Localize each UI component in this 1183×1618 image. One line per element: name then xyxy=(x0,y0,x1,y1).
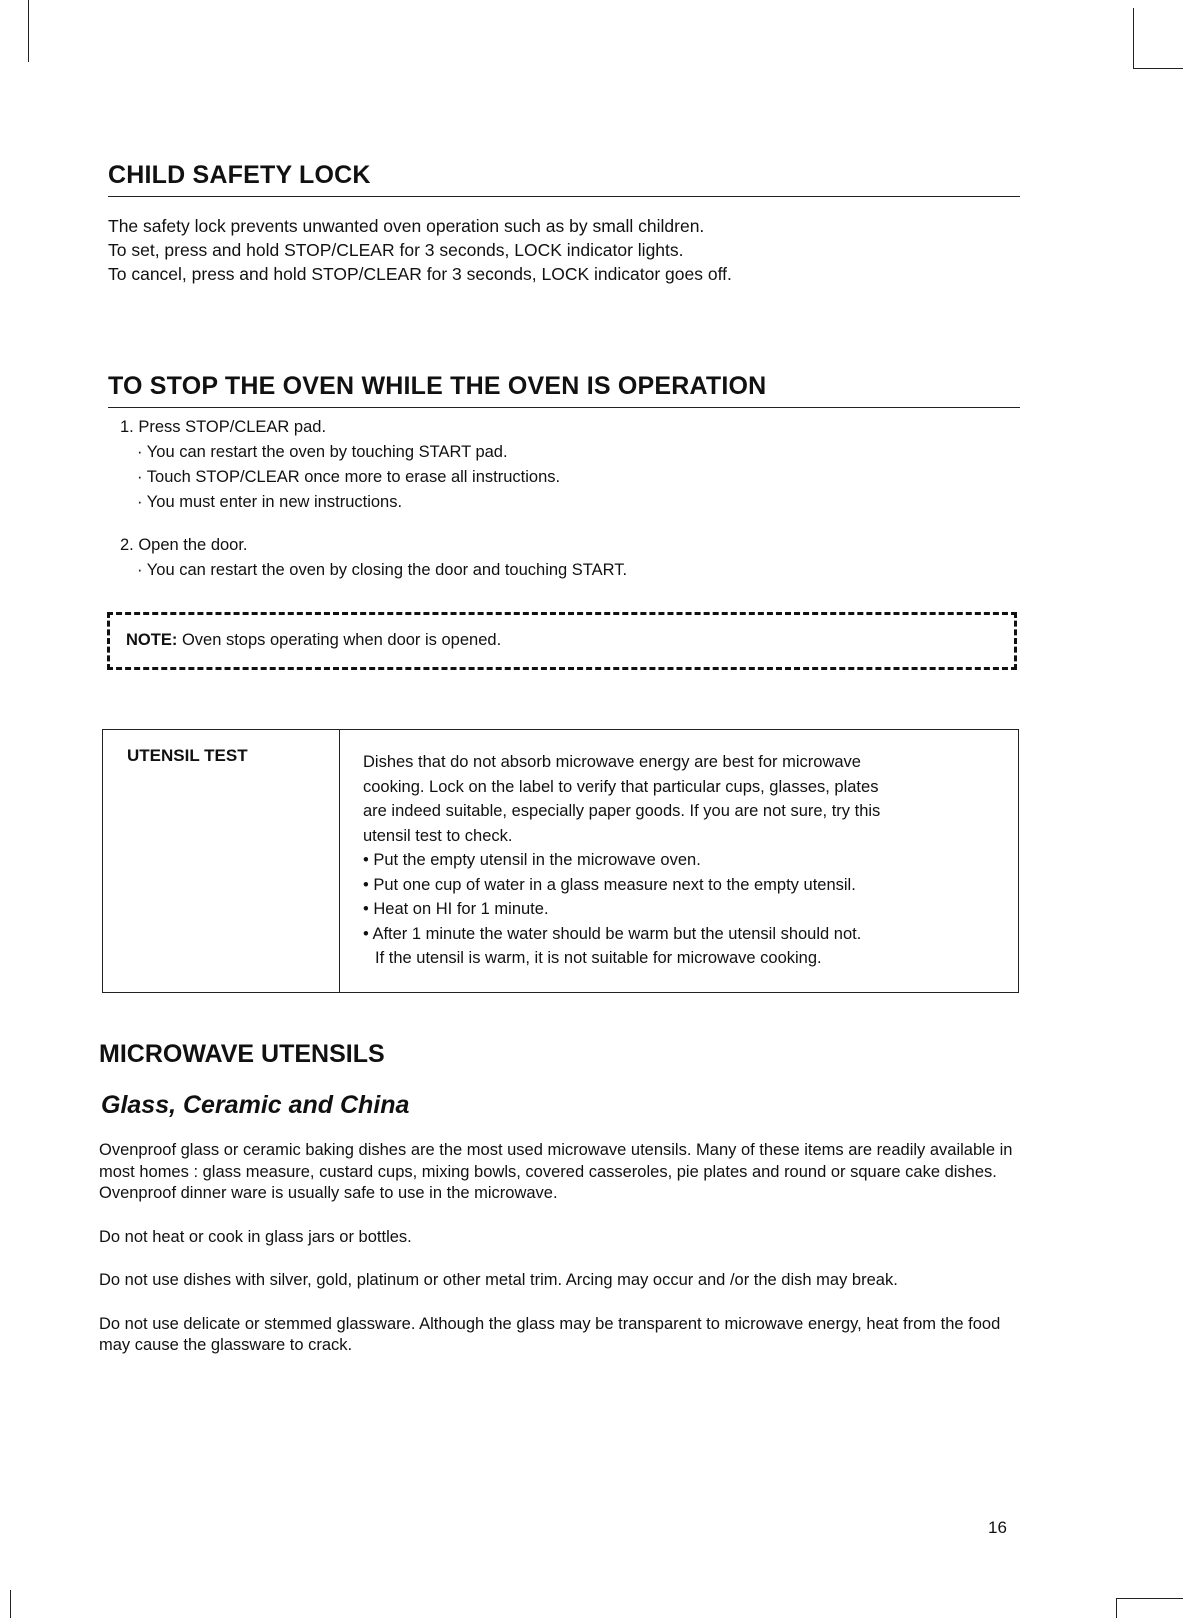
utensil-test-description xyxy=(363,750,1003,971)
microwave-utensils-body xyxy=(99,1140,1029,1379)
utensil-test-label: UTENSIL TEST xyxy=(127,746,248,765)
step-1-detail: · You must enter in new instructions. xyxy=(137,493,403,511)
utensil-closing: If the utensil is warm, it is not suitable for microwave cooking. xyxy=(375,949,822,967)
note-box xyxy=(107,612,1017,670)
glass-ceramic-china-subtitle: Glass, Ceramic and China xyxy=(101,1091,410,1119)
scan-mark-top-left xyxy=(28,0,29,62)
paragraph: Ovenproof glass or ceramic baking dishes are the most used microwave utensils. Many of these items are readily available in most homes : glass measure, custard cups, mixing bowls, covered casseroles, pie plates and round or square cake dishes. Ovenproof dinner ware is usually safe to use in the microwave. xyxy=(99,1141,1013,1202)
note-text: Oven stops operating when door is opened. xyxy=(181,631,502,649)
utensil-intro-line: Dishes that do not absorb microwave energy are best for microwave xyxy=(363,753,861,771)
step-2-detail: · You can restart the oven by closing the door and touching START. xyxy=(137,561,628,579)
safety-lock-line: To cancel, press and hold STOP/CLEAR for 3 seconds, LOCK indicator goes off. xyxy=(108,264,732,284)
table-divider xyxy=(339,730,340,992)
scan-mark-top-right xyxy=(1133,8,1134,68)
note-label: NOTE: xyxy=(126,631,178,649)
utensil-bullet: • Put the empty utensil in the microwave oven. xyxy=(363,851,701,869)
child-safety-lock-body xyxy=(108,214,732,286)
utensil-test-table xyxy=(102,729,1019,993)
utensil-bullet: • Put one cup of water in a glass measure next to the empty utensil. xyxy=(363,875,856,894)
child-safety-lock-title: CHILD SAFETY LOCK xyxy=(108,161,1020,197)
microwave-utensils-title: MICROWAVE UTENSILS xyxy=(99,1040,385,1068)
stop-oven-steps xyxy=(120,415,627,583)
step-1: 1. Press STOP/CLEAR pad. xyxy=(120,418,327,436)
step-2: 2. Open the door. xyxy=(120,536,248,554)
paragraph: Do not heat or cook in glass jars or bottles. xyxy=(99,1227,412,1246)
stop-oven-title: TO STOP THE OVEN WHILE THE OVEN IS OPERATION xyxy=(108,372,1020,408)
paragraph: Do not use dishes with silver, gold, platinum or other metal trim. Arcing may occur and /or the dish may break. xyxy=(99,1271,898,1289)
note-line xyxy=(126,631,501,650)
utensil-intro-line: are indeed suitable, especially paper goods. If you are not sure, try this xyxy=(363,802,881,820)
utensil-intro-line: utensil test to check. xyxy=(363,826,513,845)
utensil-bullet: • After 1 minute the water should be warm but the utensil should not. xyxy=(363,924,862,943)
page-number: 16 xyxy=(988,1518,1007,1537)
step-1-detail: · Touch STOP/CLEAR once more to erase all instructions. xyxy=(137,468,561,486)
step-1-detail: · You can restart the oven by touching START pad. xyxy=(137,443,508,461)
scan-mark-bottom-left xyxy=(10,1590,11,1618)
safety-lock-line: The safety lock prevents unwanted oven operation such as by small children. xyxy=(108,216,705,236)
scan-mark-bottom-right-tick xyxy=(1116,1598,1117,1618)
utensil-intro-line: cooking. Lock on the label to verify that particular cups, glasses, plates xyxy=(363,777,879,796)
utensil-bullet: • Heat on HI for 1 minute. xyxy=(363,900,549,918)
safety-lock-line: To set, press and hold STOP/CLEAR for 3 seconds, LOCK indicator lights. xyxy=(108,240,684,260)
paragraph: Do not use delicate or stemmed glassware. Although the glass may be transparent to microwave energy, heat from the food may cause the glassware to crack. xyxy=(99,1314,1001,1354)
scan-mark-bottom-right xyxy=(1116,1598,1183,1599)
scan-mark-top-right-tick xyxy=(1133,68,1183,69)
